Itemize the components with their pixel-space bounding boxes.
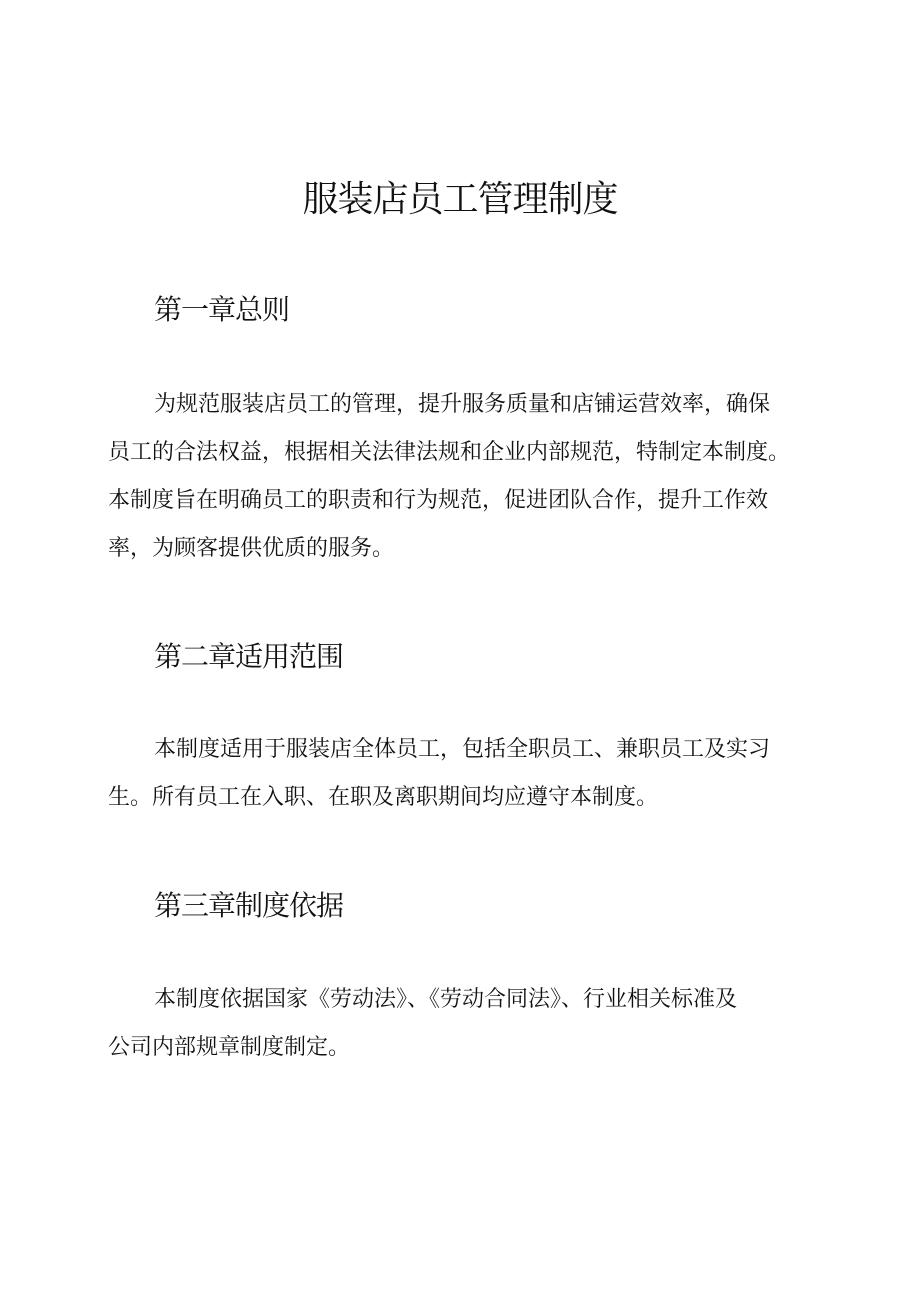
paragraph-line: 为规范服装店员工的管理，提升服务质量和店铺运营效率，确保 [154, 392, 771, 417]
chapter-3-paragraph [108, 976, 816, 1072]
paragraph-line: 生。所有员工在入职、在职及离职期间均应遵守本制度。 [108, 785, 659, 810]
chapter-3-heading: 第三章制度依据 [154, 889, 344, 922]
paragraph-line: 率，为顾客提供优质的服务。 [108, 536, 395, 561]
chapter-1-heading: 第一章总则 [154, 293, 290, 326]
chapter-2-heading: 第二章适用范围 [154, 640, 344, 673]
paragraph-line: 本制度旨在明确员工的职责和行为规范，促进团队合作，提升工作效 [108, 488, 769, 513]
chapter-1-paragraph [108, 381, 816, 573]
chapter-2-paragraph [108, 726, 816, 822]
paragraph-line: 本制度适用于服装店全体员工，包括全职员工、兼职员工及实习 [154, 737, 771, 762]
document-title: 服装店员工管理制度 [302, 179, 618, 220]
paragraph-line: 本制度依据国家《劳动法》、《劳动合同法》、行业相关标准及 [154, 987, 738, 1012]
paragraph-line: 公司内部规章制度制定。 [108, 1035, 351, 1060]
paragraph-line: 员工的合法权益，根据相关法律法规和企业内部规范，特制定本制度。 [108, 440, 791, 465]
